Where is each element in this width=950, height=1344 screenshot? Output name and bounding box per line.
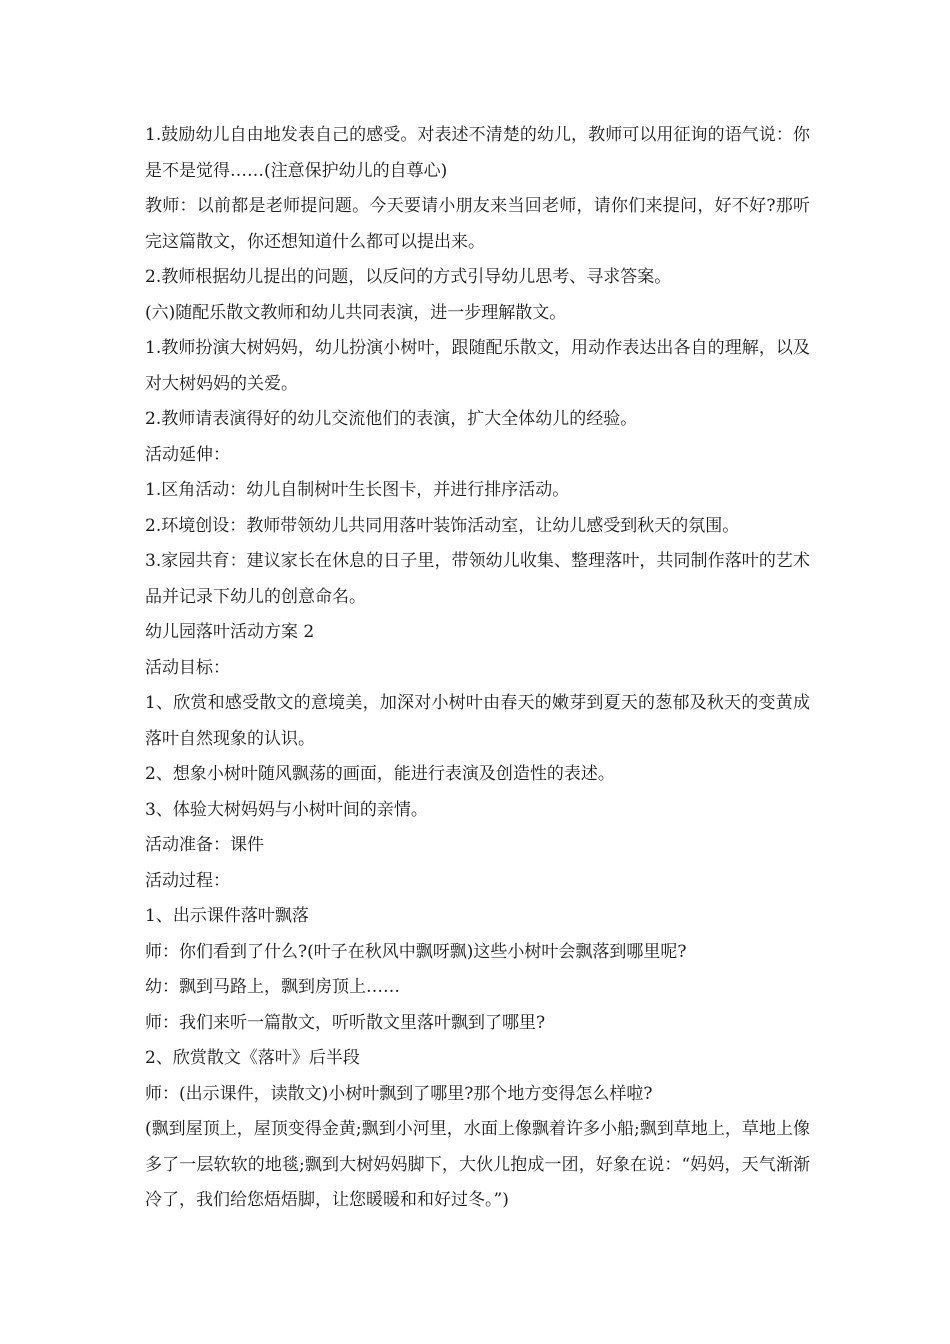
paragraph-18: 1、出示课件落叶飘落 [145,906,309,926]
document-body [145,118,810,1219]
paragraph-21: 师：我们来听一篇散文，听听散文里落叶飘到了哪里? [145,1012,546,1033]
paragraph-8: 1.区角活动：幼儿自制树叶生长图卡，并进行排序活动。 [145,480,570,500]
paragraph-19: 师：你们看到了什么?(叶子在秋风中飘呀飘)这些小树叶会飘落到哪里呢? [145,941,687,962]
paragraph-5: 1.教师扮演大树妈妈，幼儿扮演小树叶，跟随配乐散文，用动作表达出各自的理解，以及对大树妈妈的关爱。 [145,338,810,394]
paragraph-14: 2、想象小树叶随风飘荡的画面，能进行表演及创造性的表述。 [145,764,615,784]
paragraph-20: 幼：飘到马路上，飘到房顶上…… [145,977,400,997]
plan-title: 幼儿园落叶活动方案 2 [145,622,315,642]
paragraph-24: (飘到屋顶上，屋顶变得金黄;飘到小河里，水面上像飘着许多小船;飘到草地上，草地上像多了一层软软的地毯;飘到大树妈妈脚下，大伙儿抱成一团，好象在说：“妈妈，天气渐渐冷了，我们给您焐焐脚，让您暖暖和和好过冬。”) [145,1119,810,1210]
paragraph-9: 2.环境创设：教师带领幼儿共同用落叶装饰活动室，让幼儿感受到秋天的氛围。 [145,515,740,536]
section-heading-process: 活动过程： [145,870,230,891]
section-heading-extension: 活动延伸： [145,444,230,465]
paragraph-15: 3、体验大树妈妈与小树叶间的亲情。 [145,799,428,820]
paragraph-13: 1、欣赏和感受散文的意境美，加深对小树叶由春天的嫩芽到夏天的葱郁及秋天的变黄成落叶自然现象的认识。 [145,693,810,749]
paragraph-2: 教师：以前都是老师提问题。今天要请小朋友来当回老师，请你们来提问，好不好?那听完这篇散文，你还想知道什么都可以提出来。 [145,196,810,252]
paragraph-1: 1.鼓励幼儿自由地发表自己的感受。对表述不清楚的幼儿，教师可以用征询的语气说：你是不是觉得……(注意保护幼儿的自尊心) [145,125,810,181]
paragraph-10: 3.家园共育：建议家长在休息的日子里，带领幼儿收集、整理落叶，共同制作落叶的艺术品并记录下幼儿的创意命名。 [145,551,810,607]
section-heading-goals: 活动目标： [145,657,230,678]
paragraph-4: (六)随配乐散文教师和幼儿共同表演，进一步理解散文。 [145,302,567,323]
paragraph-22: 2、欣赏散文《落叶》后半段 [145,1048,360,1068]
paragraph-3: 2.教师根据幼儿提出的问题，以反问的方式引导幼儿思考、寻求答案。 [145,267,672,287]
paragraph-6: 2.教师请表演得好的幼儿交流他们的表演，扩大全体幼儿的经验。 [145,409,638,429]
paragraph-23: 师：(出示课件，读散文)小树叶飘到了哪里?那个地方变得怎么样啦? [145,1083,653,1104]
section-heading-preparation: 活动准备：课件 [145,835,264,855]
